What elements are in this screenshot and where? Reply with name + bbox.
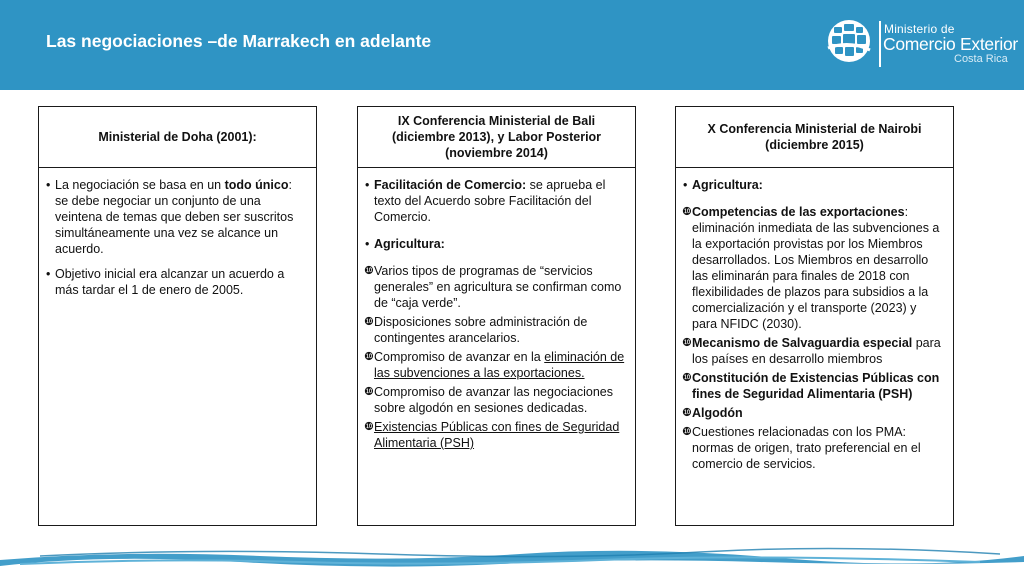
column-heading: IX Conferencia Ministerial de Bali (diciembre 2013), y Labor Posterior (noviembre 2014) (358, 107, 635, 168)
bullet-marker-icon: ❿ (682, 206, 692, 218)
sub-item: ❿ Varios tipos de programas de “servicios generales” en agricultura se confirman como de “caja verde”. (364, 264, 622, 310)
page-title: Las negociaciones –de Marrakech en adelante (46, 31, 432, 51)
sub-item: ❿ Algodón (682, 406, 743, 420)
sub-item: ❿ Competencias de las exportaciones: eliminación inmediata de las subvenciones a la exportación provistas por los Miembros desarrollados. Los Miembros en desarrollo las eliminarán para finales de 2018 con flexibilidades de plazos para subsidios a la comercialización y el transporte (2023) y para NFIDC (2030). (682, 205, 940, 331)
logo-line1: Ministerio de (884, 22, 955, 36)
sub-item: ❿ Disposiciones sobre administración de contingentes arancelarios. (364, 315, 588, 345)
bullet-marker-icon: ❿ (682, 407, 692, 419)
bullet-marker-icon: ❿ (364, 351, 374, 363)
bullet-marker-icon: ❿ (364, 265, 374, 277)
bullet-marker-icon: ❿ (682, 372, 692, 384)
sub-item: ❿ Mecanismo de Salvaguardia especial para los países en desarrollo miembros (682, 336, 941, 366)
list-item: • La negociación se basa en un todo único: se debe negociar un conjunto de una veintena de temas que deben ser suscritos simultáneamente una vez se alcance un acuerdo. (45, 177, 306, 257)
column-heading: X Conferencia Ministerial de Nairobi (diciembre 2015) (676, 107, 953, 168)
column-body (358, 169, 635, 451)
bullet-marker-icon: ❿ (364, 316, 374, 328)
list-item: • Facilitación de Comercio: se aprueba el texto del Acuerdo sobre Facilitación del Comercio. (364, 177, 625, 225)
column-bali (357, 106, 636, 526)
header-bar (0, 0, 1024, 90)
bullet-marker-icon: ❿ (364, 421, 374, 433)
column-body (676, 169, 953, 472)
decorative-wave (0, 540, 1024, 576)
logo-divider (879, 21, 881, 67)
column-heading: Ministerial de Doha (2001): (39, 107, 316, 168)
column-nairobi (675, 106, 954, 526)
globe-icon (826, 18, 872, 64)
sub-item: ❿ Cuestiones relacionadas con los PMA: normas de origen, trato preferencial en el comercio de servicios. (682, 425, 921, 471)
logo-line2: Comercio Exterior (883, 34, 1018, 54)
sub-item: ❿ Constitución de Existencias Públicas con fines de Seguridad Alimentaria (PSH) (682, 371, 940, 401)
list-item: • Agricultura: (364, 236, 625, 252)
ministry-logo (826, 16, 1016, 72)
sub-item: ❿ Existencias Públicas con fines de Seguridad Alimentaria (PSH) (364, 420, 620, 450)
bullet-marker-icon: ❿ (682, 337, 692, 349)
logo-line3: Costa Rica (954, 53, 1008, 65)
bullet-marker-icon: ❿ (364, 386, 374, 398)
list-item: • Agricultura: (682, 177, 943, 193)
sub-item: ❿ Compromiso de avanzar las negociaciones sobre algodón en sesiones dedicadas. (364, 385, 614, 415)
list-item: • Objetivo inicial era alcanzar un acuerdo a más tardar el 1 de enero de 2005. (45, 266, 306, 298)
column-doha (38, 106, 317, 526)
bullet-marker-icon: ❿ (682, 426, 692, 438)
column-body (39, 169, 316, 298)
sub-item: ❿ Compromiso de avanzar en la eliminación de las subvenciones a las exportaciones. (364, 350, 625, 380)
